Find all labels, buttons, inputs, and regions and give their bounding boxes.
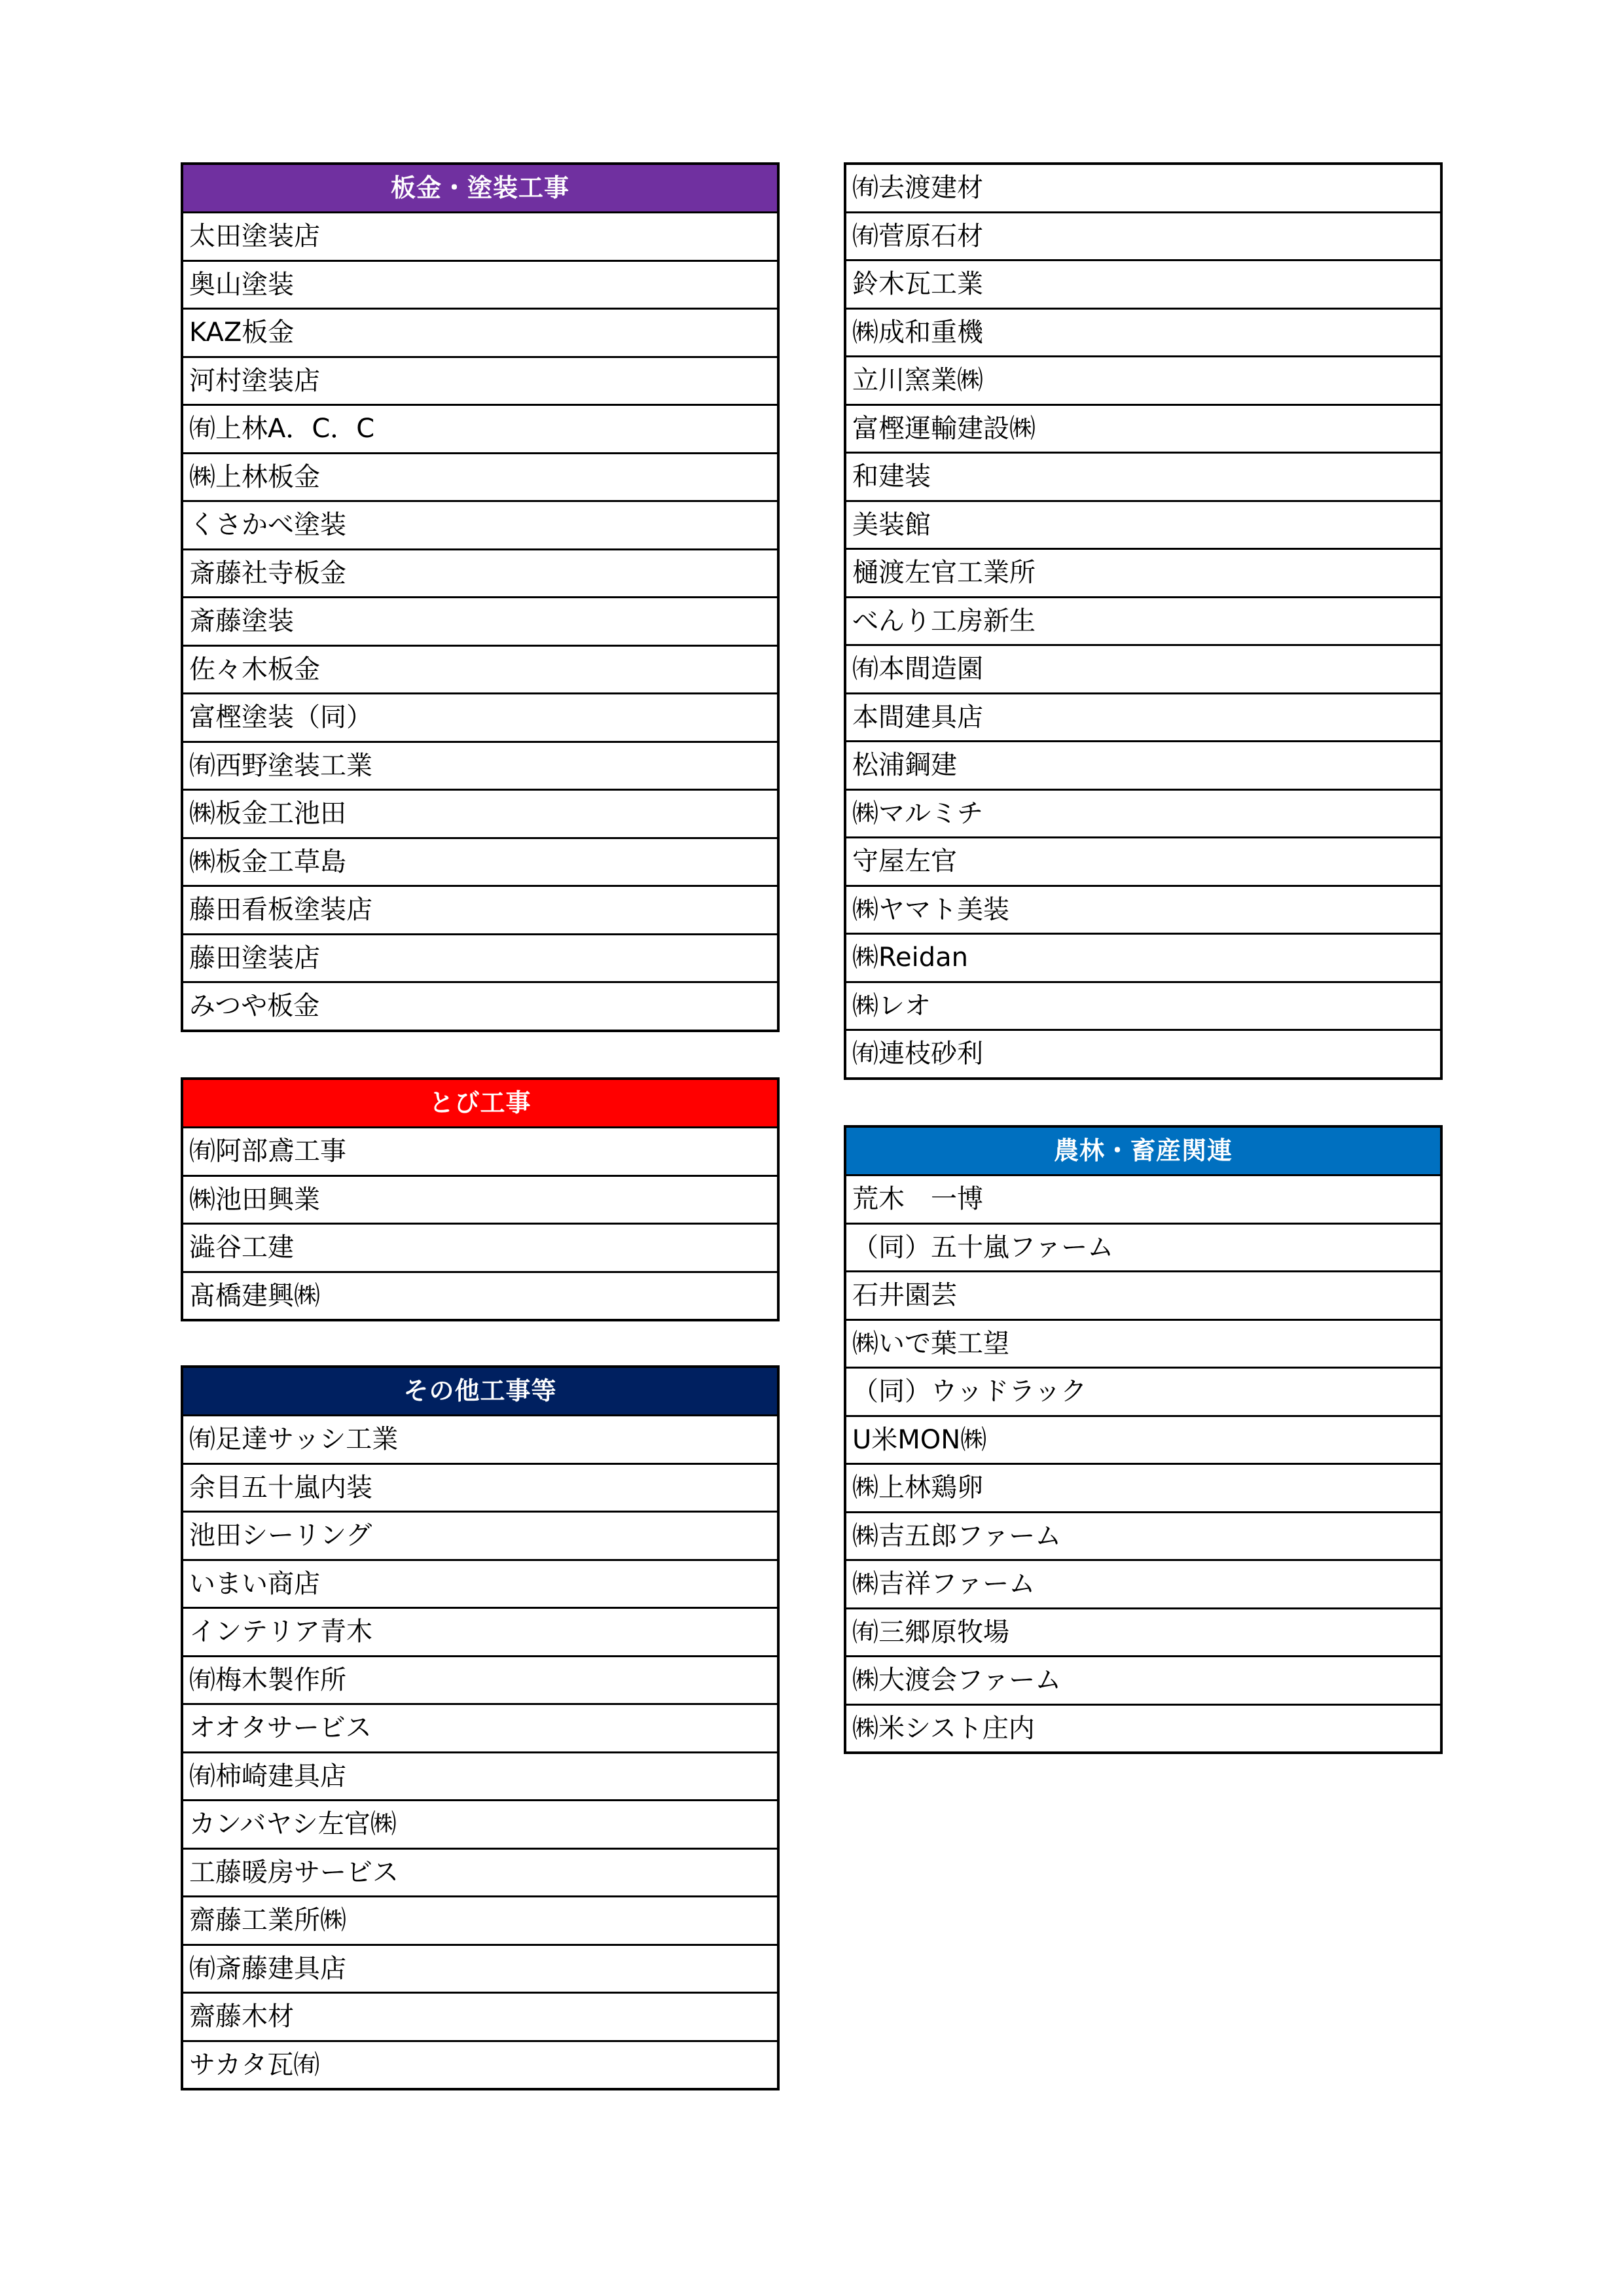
table-row: 樋渡左官工業所: [846, 550, 1440, 598]
table-row: 藤田塗装店: [183, 935, 777, 984]
table-tobi: [181, 1077, 780, 1321]
table-row: ㈱板金工池田: [183, 791, 777, 839]
table-row: ㈱Reidan: [846, 935, 1440, 983]
table-row: 太田塗装店: [183, 213, 777, 262]
table-row: ㈱池田興業: [183, 1177, 777, 1225]
table-row: オオタサービス: [183, 1705, 777, 1753]
table-row: 髙橋建興㈱: [189, 1280, 320, 1311]
table-row: 和建装: [846, 454, 1440, 502]
table-row: ㈱マルミチ: [846, 791, 1440, 839]
table-row: 工藤暖房サービス: [183, 1850, 777, 1898]
table-row: ㈲柿崎建具店: [183, 1753, 777, 1802]
table-row: 藤田看板塗装店: [183, 887, 777, 935]
table-row: 美装館: [846, 502, 1440, 550]
table-row: 奥山塗装: [183, 262, 777, 310]
table-row: 齋藤工業所㈱: [183, 1897, 777, 1946]
table-header-tobi: とび工事: [183, 1080, 777, 1128]
table-row: 本間建具店: [846, 694, 1440, 743]
table-row: 澁谷工建: [183, 1225, 777, 1273]
table-row: ㈲斎藤建具店: [183, 1946, 777, 1994]
table-row: ㈲上林A．C．C: [183, 406, 777, 454]
table-row: サカタ瓦㈲: [189, 2049, 320, 2080]
table-row: 佐々木板金: [183, 647, 777, 695]
table-row: ㈱米シスト庄内: [852, 1713, 1035, 1744]
table-row: （同）五十嵐ファーム: [846, 1225, 1440, 1273]
table-row: U米MON㈱: [846, 1417, 1440, 1465]
table-nourin-chikusan: [844, 1125, 1443, 1754]
table-row: ㈱上林鶏卵: [846, 1465, 1440, 1513]
table-row: 河村塗装店: [183, 358, 777, 406]
table-row: ㈲去渡建材: [846, 165, 1440, 213]
table-row: カンバヤシ左官㈱: [183, 1801, 777, 1850]
table-row: ㈱吉五郎ファーム: [846, 1513, 1440, 1562]
table-row: 立川窯業㈱: [846, 357, 1440, 406]
table-row: べんり工房新生: [846, 598, 1440, 647]
table-row: ㈲本間造園: [846, 646, 1440, 694]
table-row: ㈱板金工草島: [183, 839, 777, 888]
table-row: ㈲阿部鳶工事: [183, 1128, 777, 1177]
table-row: ㈱上林板金: [183, 454, 777, 503]
table-row: 富樫塗装（同）: [183, 694, 777, 743]
table-header-bankin: 板金・塗装工事: [183, 165, 777, 213]
table-row: ㈲連枝砂利: [852, 1039, 983, 1069]
table-row: ㈲菅原石材: [846, 213, 1440, 262]
table-row: ㈲足達サッシ工業: [183, 1416, 777, 1465]
table-row: 斎藤社寺板金: [183, 550, 777, 599]
table-row: ㈱いで葉工望: [846, 1321, 1440, 1369]
table-row: ㈱吉祥ファーム: [846, 1561, 1440, 1609]
table-row: ㈲梅木製作所: [183, 1657, 777, 1706]
table-header-nourin: 農林・畜産関連: [846, 1128, 1440, 1176]
table-row: 守屋左官: [846, 838, 1440, 887]
table-row: 富樫運輸建設㈱: [846, 406, 1440, 454]
table-row: 齋藤木材: [183, 1994, 777, 2042]
table-bankin-tosou: [181, 162, 780, 1032]
table-sonota: [181, 1365, 780, 2090]
table-row: くさかべ塗装: [183, 502, 777, 550]
table-row: ㈱レオ: [846, 983, 1440, 1031]
table-row: 松浦鋼建: [846, 742, 1440, 791]
table-row: ㈲三郷原牧場: [846, 1609, 1440, 1658]
table-row: ㈱成和重機: [846, 310, 1440, 358]
table-row: KAZ板金: [183, 310, 777, 358]
table-row: ㈱ヤマト美装: [846, 887, 1440, 935]
table-row: （同）ウッドラック: [846, 1369, 1440, 1417]
table-row: 荒木 一博: [846, 1176, 1440, 1225]
table-row: ㈱大渡会ファーム: [846, 1657, 1440, 1706]
table-row: ㈲西野塗装工業: [183, 743, 777, 791]
table-row: 鈴木瓦工業: [846, 261, 1440, 310]
table-row: 池田シーリング: [183, 1513, 777, 1561]
table-row: 斎藤塗装: [183, 598, 777, 647]
table-header-sonota: その他工事等: [183, 1368, 777, 1416]
table-row: インテリア青木: [183, 1609, 777, 1657]
table-row: いまい商店: [183, 1561, 777, 1609]
table-row: みつや板金: [189, 991, 320, 1021]
table-row: 石井園芸: [846, 1272, 1440, 1321]
table-misc-continued: [844, 162, 1443, 1080]
table-row: 余目五十嵐内装: [183, 1465, 777, 1513]
